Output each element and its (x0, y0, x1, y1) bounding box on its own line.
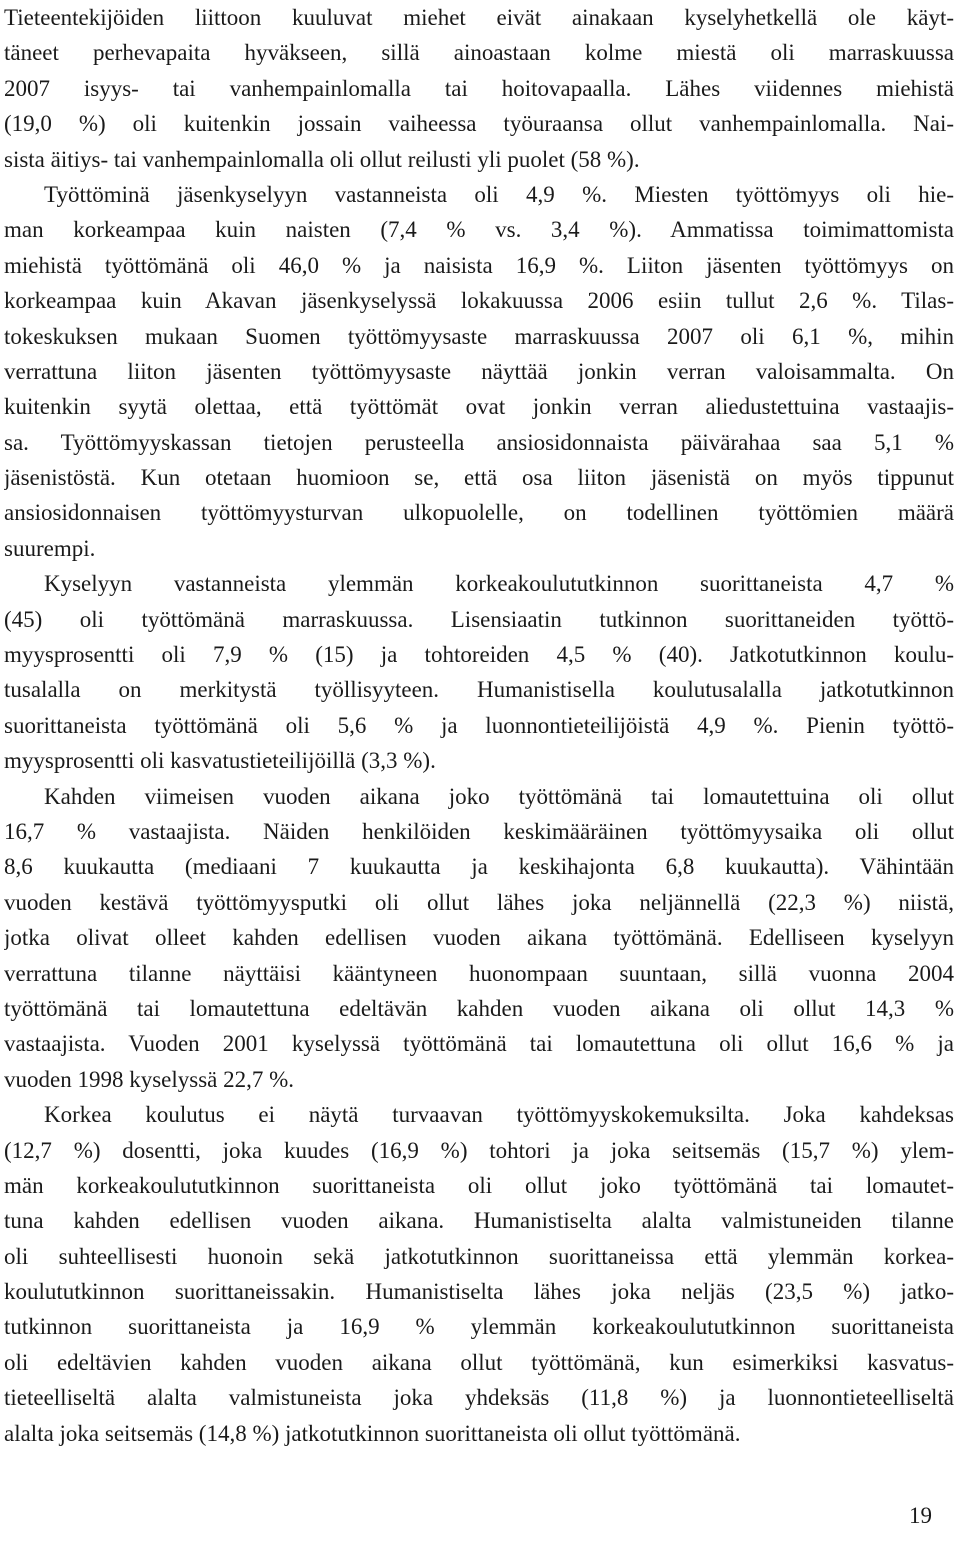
text-line: (19,0 %) oli kuitenkin jossain vaiheessa työuraansa ollut vanhempainlomalla. Nai- (4, 111, 954, 137)
page-number: 19 (909, 1503, 932, 1528)
text-line: Tieteentekijöiden liittoon kuuluvat miehet eivät ainakaan kyselyhetkellä ole käyt- (4, 5, 954, 30)
text-line: 2007 isyys- tai vanhempainlomalla tai hoitovapaalla. Lähes viidennes miehistä (4, 75, 954, 101)
text-line: korkeampaa kuin Akavan jäsenkyselyssä lokakuussa 2006 esiin tullut 2,6 %. Tilas- (4, 288, 954, 314)
text-line: tusalalla on merkitystä työllisyyteen. Humanistisella koulutusalalla jatkotutkinnon (4, 677, 954, 703)
text-line: Työttöminä jäsenkyselyyn vastanneista oli 4,9 %. Miesten työttömyys oli hie- (44, 181, 954, 207)
text-line: jotka olivat olleet kahden edellisen vuoden aikana työttömänä. Edelliseen kyselyyn (4, 925, 954, 951)
text-line: koulututkinnon suorittaneissakin. Humanistiselta lähes joka neljäs (23,5 %) jatko- (4, 1279, 954, 1305)
text-line: oli edeltävien kahden vuoden aikana ollut työttömänä, kun esimerkiksi kasvatus- (4, 1349, 954, 1375)
text-line: verrattuna tilanne näyttäisi kääntyneen huonompaan suuntaan, sillä vuonna 2004 (4, 960, 954, 986)
text-line: vastaajista. Vuoden 2001 kyselyssä työttömänä tai lomautettuna oli ollut 16,6 % ja (4, 1031, 954, 1057)
text-line: suorittaneista työttömänä oli 5,6 % ja luonnontieteilijöistä 4,9 %. Pienin työttö- (4, 712, 954, 738)
text-line: tutkinnon suorittaneista ja 16,9 % ylemmän korkeakoulututkinnon suorittaneista (4, 1314, 954, 1340)
text-line: vuoden 1998 kyselyssä 22,7 %. (4, 1066, 295, 1092)
text-line: työttömänä tai lomautettuna edeltävän kahden vuoden aikana oli ollut 14,3 % (4, 995, 954, 1021)
text-line: män korkeakoulututkinnon suorittaneista oli ollut joko työttömänä tai lomautet- (4, 1172, 954, 1198)
text-line: tieteelliseltä alalta valmistuneista joka yhdeksäs (11,8 %) ja luonnontieteelliseltä (4, 1385, 954, 1411)
text-line: kuitenkin syytä olettaa, että työttömät ovat jonkin verran aliedustettuina vastaajis- (4, 394, 954, 420)
text-line: miehistä työttömänä oli 46,0 % ja naisista 16,9 %. Liiton jäsenten työttömyys on (4, 252, 954, 278)
text-line: suurempi. (4, 535, 96, 561)
text-line: sista äitiys- tai vanhempainlomalla oli ollut reilusti yli puolet (58 %). (4, 146, 640, 172)
text-line: 16,7 % vastaajista. Näiden henkilöiden keskimääräinen työttömyysaika oli ollut (4, 818, 954, 844)
text-line: (45) oli työttömänä marraskuussa. Lisensiaatin tutkinnon suorittaneiden työttö- (4, 606, 954, 632)
text-line: oli suhteellisesti huonoin sekä jatkotutkinnon suorittaneissa että ylemmän korkea- (4, 1243, 954, 1269)
text-line: Korkea koulutus ei näytä turvaavan työttömyyskokemuksilta. Joka kahdeksas (44, 1102, 954, 1128)
paragraph-two-year-unemployment (4, 779, 954, 1098)
body-text (4, 0, 954, 1451)
text-line: myysprosentti oli 7,9 % (15) ja tohtoreiden 4,5 % (40). Jatkotutkinnon koulu- (4, 642, 954, 668)
text-line: Kahden viimeisen vuoden aikana joko työttömänä tai lomautettuina oli ollut (44, 783, 954, 809)
text-line: 8,6 kuukautta (mediaani 7 kuukautta ja keskihajonta 6,8 kuukautta). Vähintään (4, 854, 954, 880)
text-line: sa. Työttömyyskassan tietojen perusteella ansiosidonnaista päivärahaa saa 5,1 % (4, 429, 954, 455)
text-line: tokeskuksen mukaan Suomen työttömyysaste marraskuussa 2007 oli 6,1 %, mihin (4, 323, 954, 349)
text-line: jäsenistöstä. Kun otetaan huomioon se, että osa liiton jäsenistä on myös tippunut (4, 465, 954, 491)
text-line: alalta joka seitsemäs (14,8 %) jatkotutkinnon suorittaneista oli ollut työttömänä. (4, 1420, 741, 1446)
text-line: vuoden kestävä työttömyysputki oli ollut lähes joka neljännellä (22,3 %) niistä, (4, 889, 954, 915)
text-line: (12,7 %) dosentti, joka kuudes (16,9 %) tohtori ja joka seitsemäs (15,7 %) ylem- (4, 1137, 954, 1163)
paragraph-higher-education (4, 1097, 954, 1451)
paragraph-degree-unemployment (4, 566, 954, 778)
text-line: ansiosidonnaisen työttömyysturvan ulkopuolelle, on todellinen työttömien määrä (4, 500, 954, 526)
paragraph-unemployment-intro (4, 0, 954, 566)
text-line: myysprosentti oli kasvatustieteilijöillä (3,3 %). (4, 748, 436, 774)
text-line: tuna kahden edellisen vuoden aikana. Humanistiselta alalta valmistuneiden tilanne (4, 1208, 954, 1234)
text-line: täneet perhevapaita hyväkseen, sillä ainoastaan kolme miestä oli marraskuussa (4, 40, 954, 66)
text-line: man korkeampaa kuin naisten (7,4 % vs. 3,4 %). Ammatissa toimimattomista (4, 217, 954, 243)
text-line: verrattuna liiton jäsenten työttömyysaste näyttää jonkin verran valoisammalta. On (4, 358, 954, 384)
text-line: Kyselyyn vastanneista ylemmän korkeakoulututkinnon suorittaneista 4,7 % (44, 571, 954, 597)
